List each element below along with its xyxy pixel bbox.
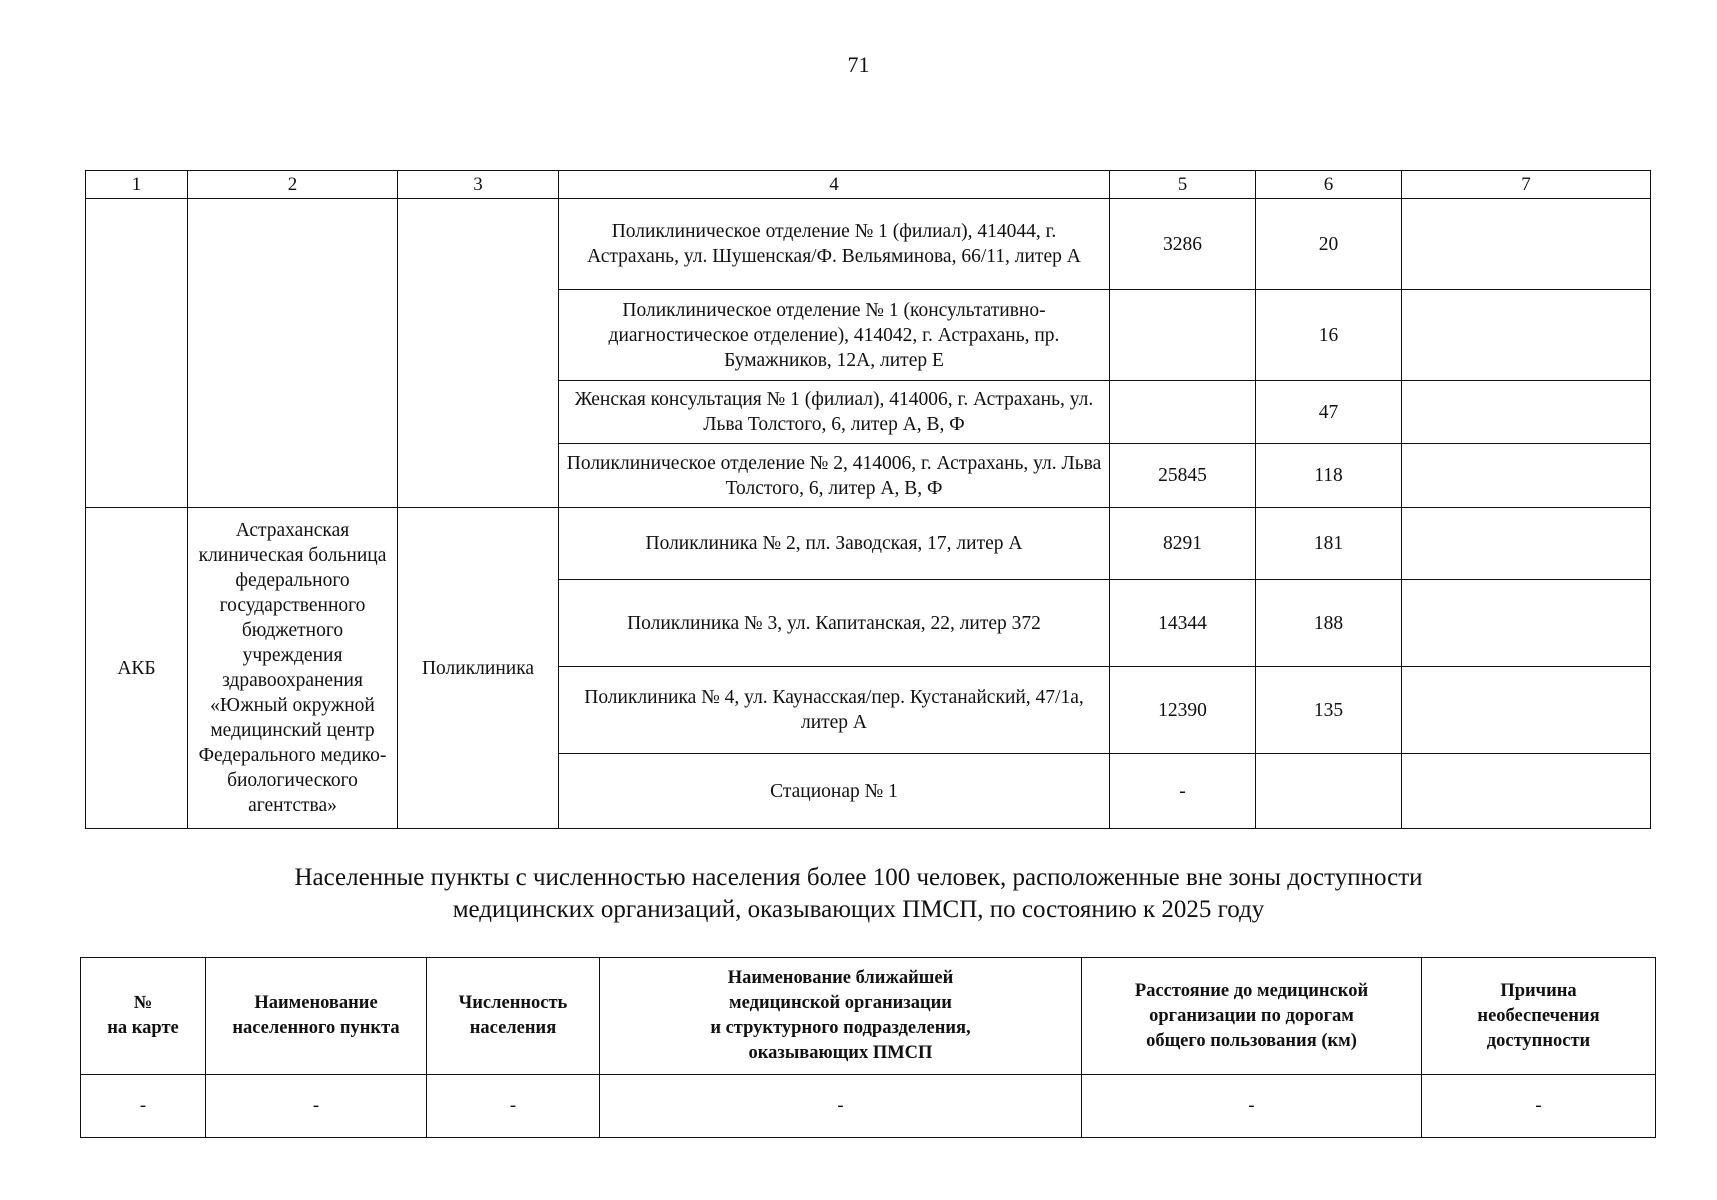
header-distance: Расстояние до медицинской организации по дорогам общего пользования (км)	[1082, 958, 1422, 1075]
address-cell: Поликлиника № 3, ул. Капитанская, 22, литер 372	[559, 580, 1110, 667]
col5-cell	[1110, 290, 1256, 381]
column-number: 1	[86, 171, 188, 199]
access-table-header-row	[81, 958, 1656, 1075]
header-nearest-organization: Наименование ближайшей медицинской организации и структурного подразделения, оказывающих ПМСП	[600, 958, 1082, 1075]
col5-cell: 3286	[1110, 199, 1256, 290]
col6-cell	[1256, 754, 1402, 829]
table-row	[86, 508, 1651, 580]
address-cell: Поликлиническое отделение № 2, 414006, г. Астрахань, ул. Льва Толстого, 6, литер А, В, Ф	[559, 444, 1110, 508]
col6-cell: 16	[1256, 290, 1402, 381]
section-heading-line: медицинских организаций, оказывающих ПМСП, по состоянию к 2025 году	[452, 896, 1265, 923]
table-cell: -	[1422, 1075, 1656, 1138]
column-number: 3	[398, 171, 559, 199]
col7-cell	[1402, 381, 1651, 444]
header-map-number: № на карте	[81, 958, 206, 1075]
table-cell: -	[206, 1075, 427, 1138]
column-number: 7	[1402, 171, 1651, 199]
column-number: 4	[559, 171, 1110, 199]
access-table	[80, 957, 1656, 1138]
col6-cell: 135	[1256, 667, 1402, 754]
address-cell: Стационар № 1	[559, 754, 1110, 829]
organization-cell: Астраханская клиническая больница федерального государственного бюджетного учреждения здравоохранения «Южный окружной медицинский центр Федерального медико-биологического агентства»	[188, 508, 398, 829]
section-heading-line: Населенные пункты с численностью населения более 100 человек, расположенные вне зоны доступности	[294, 864, 1423, 891]
header-reason: Причина необеспечения доступности	[1422, 958, 1656, 1075]
col7-cell	[1402, 508, 1651, 580]
col6-cell: 118	[1256, 444, 1402, 508]
address-cell: Поликлиническое отделение № 1 (филиал), 414044, г. Астрахань, ул. Шушенская/Ф. Вельяминова, 66/11, литер А	[559, 199, 1110, 290]
address-cell: Поликлиника № 4, ул. Каунасская/пер. Кустанайский, 47/1а, литер А	[559, 667, 1110, 754]
col5-cell: 8291	[1110, 508, 1256, 580]
col5-cell	[1110, 381, 1256, 444]
column-number: 5	[1110, 171, 1256, 199]
col5-cell: 25845	[1110, 444, 1256, 508]
table-cell: -	[427, 1075, 600, 1138]
col7-cell	[1402, 754, 1651, 829]
col7-cell	[1402, 199, 1651, 290]
table-cell: -	[81, 1075, 206, 1138]
table-cell: -	[600, 1075, 1082, 1138]
column-number: 6	[1256, 171, 1402, 199]
col7-cell	[1402, 580, 1651, 667]
col6-cell: 188	[1256, 580, 1402, 667]
table-row	[81, 1075, 1656, 1138]
col5-cell: 12390	[1110, 667, 1256, 754]
col5-cell: -	[1110, 754, 1256, 829]
code-cell: АКБ	[86, 508, 188, 829]
table-cell: -	[1082, 1075, 1422, 1138]
col5-cell: 14344	[1110, 580, 1256, 667]
col6-cell: 20	[1256, 199, 1402, 290]
address-cell: Женская консультация № 1 (филиал), 414006, г. Астрахань, ул. Льва Толстого, 6, литер А, В, Ф	[559, 381, 1110, 444]
type-cell: Поликлиника	[398, 508, 559, 829]
column-number: 2	[188, 171, 398, 199]
header-settlement-name: Наименование населенного пункта	[206, 958, 427, 1075]
col7-cell	[1402, 290, 1651, 381]
address-cell: Поликлиническое отделение № 1 (консультативно-диагностическое отделение), 414042, г. Астрахань, пр. Бумажников, 12А, литер Е	[559, 290, 1110, 381]
col7-cell	[1402, 444, 1651, 508]
col6-cell: 181	[1256, 508, 1402, 580]
empty-type-cell	[398, 199, 559, 508]
address-cell: Поликлиника № 2, пл. Заводская, 17, литер А	[559, 508, 1110, 580]
facilities-table	[85, 170, 1651, 829]
empty-organization-cell	[188, 199, 398, 508]
section-heading	[0, 862, 1717, 926]
col7-cell	[1402, 667, 1651, 754]
table-row	[86, 199, 1651, 290]
column-number-row	[86, 171, 1651, 199]
empty-code-cell	[86, 199, 188, 508]
page-number: 71	[847, 52, 870, 77]
header-population: Численность населения	[427, 958, 600, 1075]
col6-cell: 47	[1256, 381, 1402, 444]
